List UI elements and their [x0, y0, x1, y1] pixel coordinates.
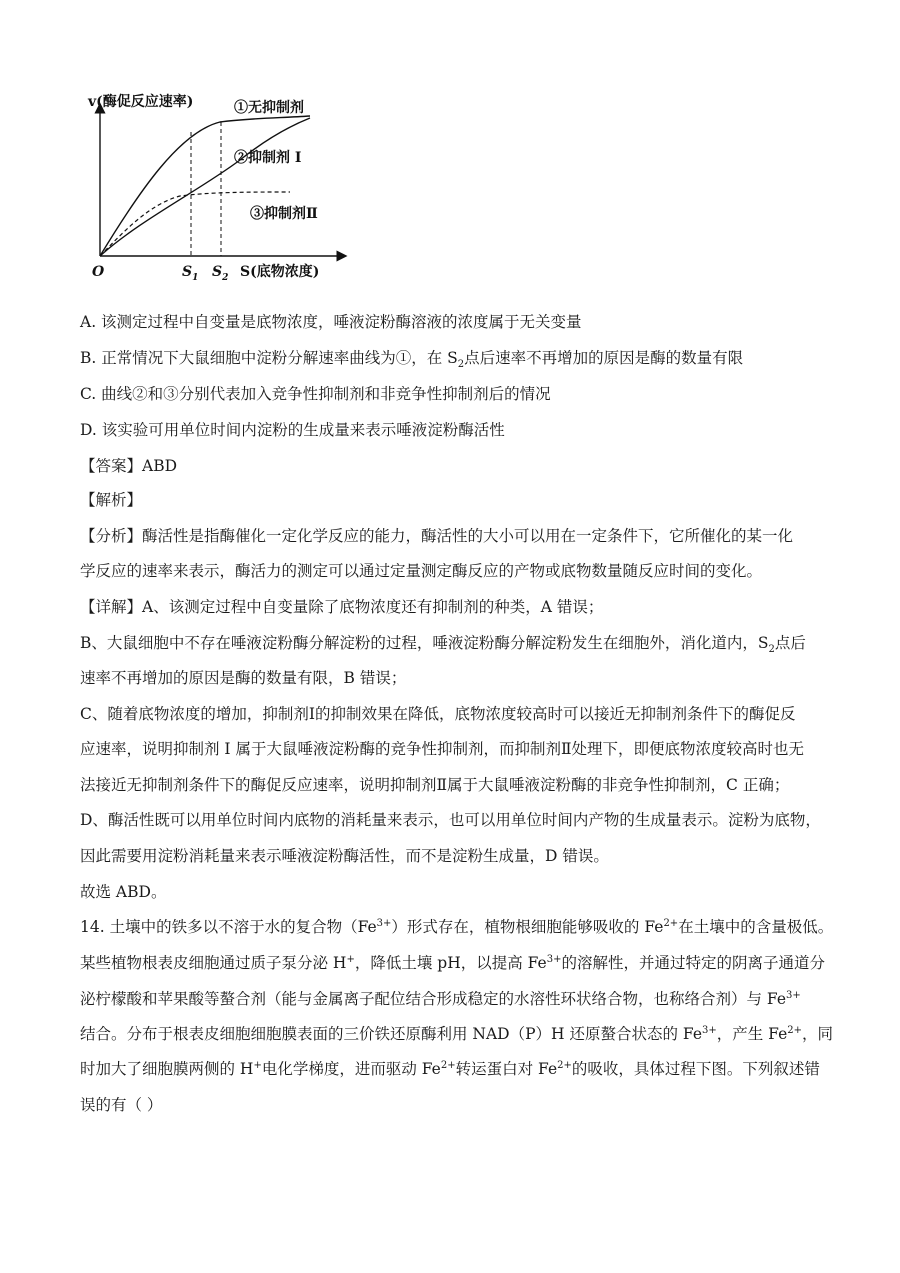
question-14-line-6: 误的有（ ） — [80, 1096, 163, 1114]
curve-inhibitor-1 — [100, 118, 310, 256]
detail-b-line-2: 速率不再增加的原因是酶的数量有限，B 错误； — [80, 669, 407, 687]
origin-label: O — [92, 264, 105, 280]
question-14-line-2: 某些植物根表皮细胞通过质子泵分泌 H+，降低土壤 pH，以提高 $Fe^{3+}$的溶解性，并通过特定的阴离子通道分 — [80, 953, 825, 972]
question-14-line-3: 泌柠檬酸和苹果酸等螯合剂（能与金属离子配位结合形成稳定的水溶性环状络合物，也称络合剂）与 $Fe^{3+}$ — [80, 989, 801, 1008]
question-14-line-4: 结合。分布于根表皮细胞细胞膜表面的三价铁还原酶利用 NAD（P）H 还原螯合状态的 $Fe^{3+}$，产生 $Fe^{2+}$，同 — [80, 1024, 834, 1043]
detail-b-line-1: B、大鼠细胞中不存在唾液淀粉酶分解淀粉的过程，唾液淀粉酶分解淀粉发生在细胞外，消化道内，$S_2$点后 — [80, 634, 806, 656]
curve-inhibitor-2 — [100, 192, 290, 256]
enzyme-rate-figure — [80, 80, 370, 290]
option-a: A. 该测定过程中自变量是底物浓度，唾液淀粉酶溶液的浓度属于无关变量 — [80, 313, 582, 331]
detail-d-line-2: 因此需要用淀粉消耗量来表示唾液淀粉酶活性，而不是淀粉生成量，D 错误。 — [80, 847, 609, 865]
fenxi-line-2: 学反应的速率来表示，酶活力的测定可以通过定量测定酶反应的产物或底物数量随反应时间的变化。 — [80, 562, 763, 580]
detail-d-line-1: D、酶活性既可以用单位时间内底物的消耗量来表示，也可以用单位时间内产物的生成量表示。淀粉为底物， — [80, 811, 821, 829]
fenxi-line-1: 【分析】酶活性是指酶催化一定化学反应的能力，酶活性的大小可以用在一定条件下，它所催化的某一化 — [80, 527, 794, 545]
detail-c-line-1: C、随着底物浓度的增加，抑制剂Ⅰ的抑制效果在降低，底物浓度较高时可以接近无抑制剂条件下的酶促反 — [80, 705, 796, 723]
question-14-line-1: 14. 土壤中的铁多以不溶于水的复合物$(Fe^{3+})$形式存在，植物根细胞能够吸收的 $Fe^{2+}$在土壤中的含量极低。 — [80, 917, 834, 936]
detail-c-line-2: 应速率，说明抑制剂 I 属于大鼠唾液淀粉酶的竞争性抑制剂，而抑制剂Ⅱ处理下，即便底物浓度较高时也无 — [80, 740, 805, 758]
answer-line: 【答案】ABD — [80, 457, 178, 475]
detail-c-line-3: 法接近无抑制剂条件下的酶促反应速率，说明抑制剂Ⅱ属于大鼠唾液淀粉酶的非竞争性抑制剂，C 正确； — [80, 776, 790, 794]
analysis-title: 【解析】 — [80, 491, 143, 509]
curve1-label: ①无抑制剂 — [234, 100, 304, 116]
s2-label: $S_2$ — [212, 264, 229, 283]
curve-no-inhibitor — [100, 116, 310, 256]
curve2-label: ②抑制剂 Ⅰ — [234, 150, 302, 166]
question-14-line-5: 时加大了细胞膜两侧的 H+电化学梯度，进而驱动 $Fe^{2+}$转运蛋白对 $Fe^{2+}$的吸收，具体过程下图。下列叙述错 — [80, 1059, 820, 1078]
detail-a: 【详解】A、该测定过程中自变量除了底物浓度还有抑制剂的种类，A 错误； — [80, 598, 604, 616]
x-axis-label: S(底物浓度) — [240, 264, 320, 280]
conclusion: 故选 ABD。 — [80, 883, 167, 901]
curve3-label: ③抑制剂Ⅱ — [250, 206, 318, 222]
option-c: C. 曲线②和③分别代表加入竞争性抑制剂和非竞争性抑制剂后的情况 — [80, 385, 551, 403]
y-axis-label: v(酶促反应速率) — [88, 94, 194, 110]
option-d: D. 该实验可用单位时间内淀粉的生成量来表示唾液淀粉酶活性 — [80, 421, 505, 439]
s1-label: $S_1$ — [182, 264, 199, 283]
option-b: B. 正常情况下大鼠细胞中淀粉分解速率曲线为①，在 $S_2$点后速率不再增加的原因是酶的数量有限 — [80, 349, 744, 371]
